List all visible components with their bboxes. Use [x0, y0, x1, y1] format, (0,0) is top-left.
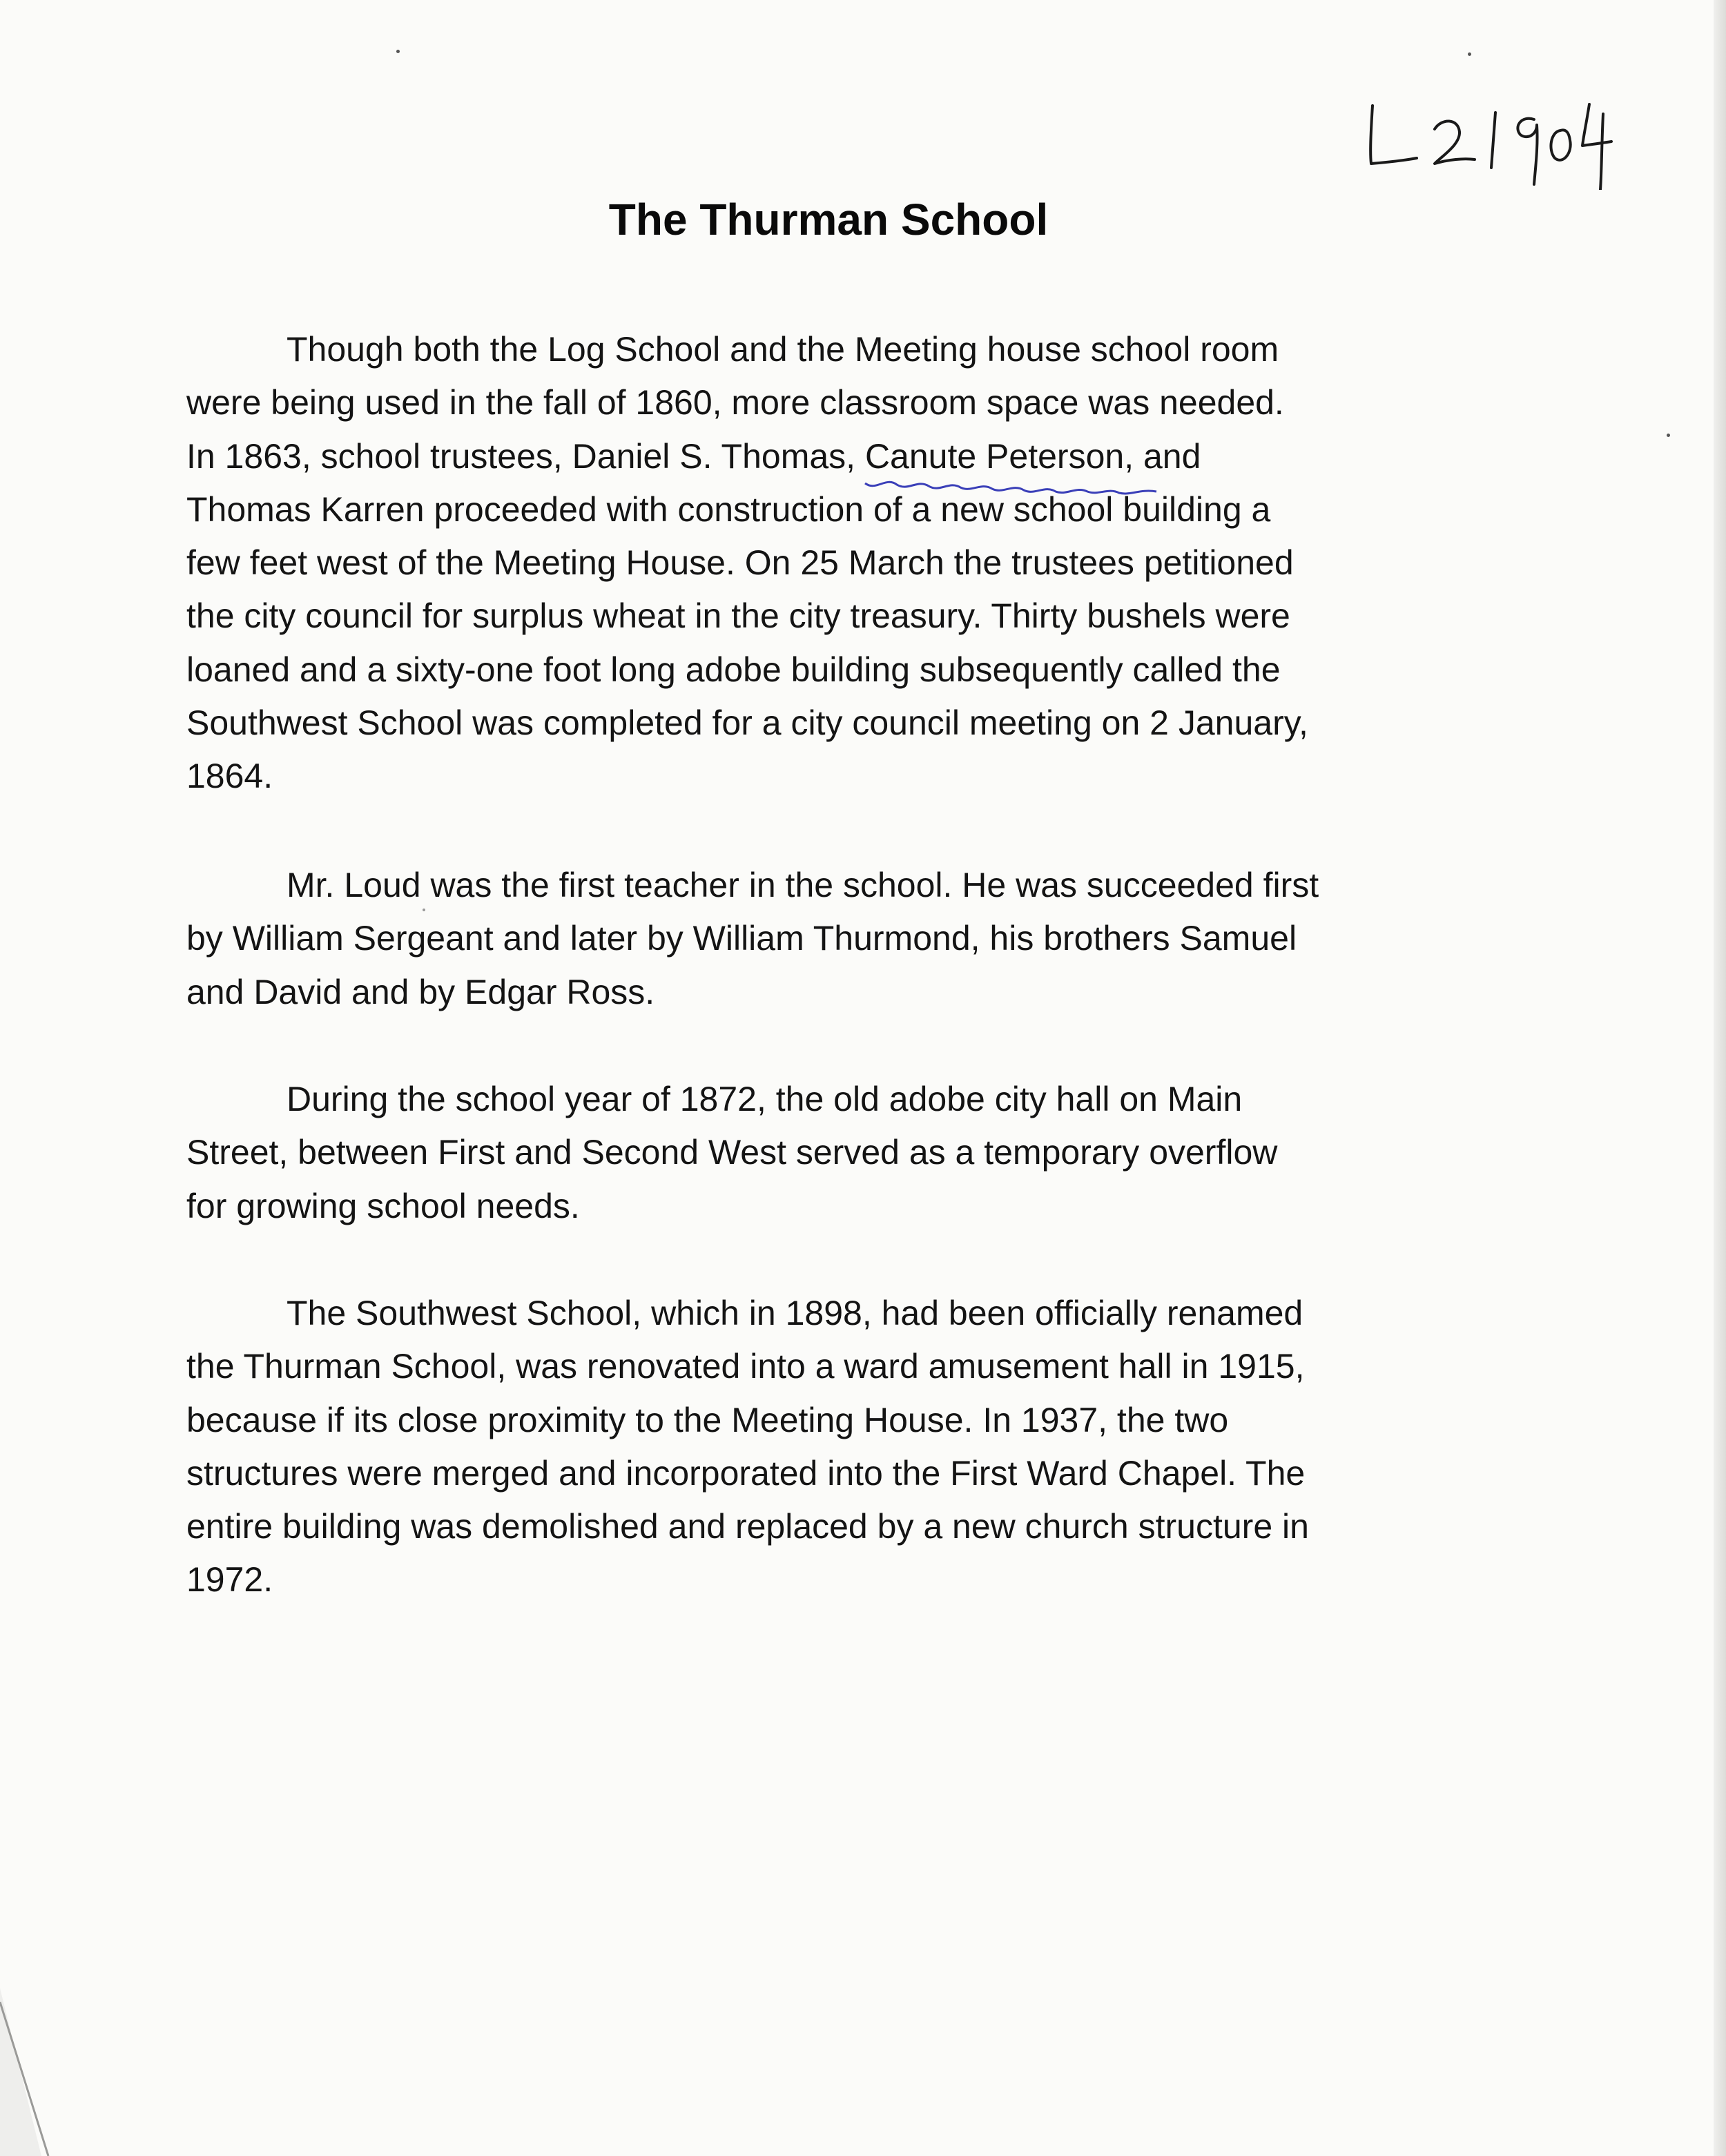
text-line: Thomas Karren proceeded with construction of a new school building a [186, 489, 1271, 529]
text-line: 1864. [186, 757, 273, 796]
page-edge-shadow [1714, 0, 1726, 2156]
text-line: few feet west of the Meeting House. On 25 March the trustees petitioned [186, 543, 1294, 583]
text-line: 1972. [186, 1560, 273, 1600]
blue-pen-squiggle-underline [862, 476, 1159, 497]
page-corner-curl [0, 1988, 97, 2156]
text-line: by William Sergeant and later by William Thurmond, his brothers Samuel [186, 919, 1297, 958]
text-line: because if its close proximity to the Meeting House. In 1937, the two [186, 1400, 1229, 1439]
paragraph-2 [186, 859, 1498, 1019]
text-line: entire building was demolished and replaced by a new church structure in [186, 1507, 1309, 1546]
text-line: Mr. Loud was the first teacher in the school. He was succeeded first [287, 866, 1319, 904]
paragraph-4 [186, 1287, 1498, 1607]
text-line: The Southwest School, which in 1898, had been officially renamed [287, 1294, 1303, 1332]
scan-speck [1468, 52, 1471, 56]
text-line-segment: In 1863, school trustees, Daniel S. Thomas, [186, 436, 865, 476]
text-line: the Thurman School, was renovated into a ward amusement hall in 1915, [186, 1347, 1305, 1386]
paragraph-1 [186, 323, 1498, 804]
text-line: were being used in the fall of 1860, more classroom space was needed. [186, 383, 1284, 423]
text-line: Though both the Log School and the Meeting house school room [287, 330, 1279, 369]
text-line-segment: , and [1124, 436, 1201, 476]
paragraph-3 [186, 1073, 1498, 1233]
text-line: and David and by Edgar Ross. [186, 972, 655, 1011]
text-line: for growing school needs. [186, 1186, 580, 1225]
handwritten-underlined-name [865, 430, 1124, 483]
underlined-name-text: Canute Peterson [864, 436, 1125, 476]
text-line: Street, between First and Second West served as a temporary overflow [186, 1133, 1278, 1172]
scan-speck [396, 50, 400, 53]
text-line: During the school year of 1872, the old adobe city hall on Main [287, 1080, 1243, 1118]
document-title: The Thurman School [608, 195, 1049, 244]
scan-speck [1667, 434, 1670, 437]
text-line [186, 430, 1498, 483]
text-line: structures were merged and incorporated into the First Ward Chapel. The [186, 1453, 1306, 1493]
text-line: loaned and a sixty-one foot long adobe building subsequently called the [186, 650, 1281, 689]
text-line: Southwest School was completed for a city council meeting on 2 January, [186, 703, 1308, 743]
handwritten-catalog-number [1353, 86, 1616, 190]
text-line: the city council for surplus wheat in the city treasury. Thirty bushels were [186, 596, 1290, 636]
